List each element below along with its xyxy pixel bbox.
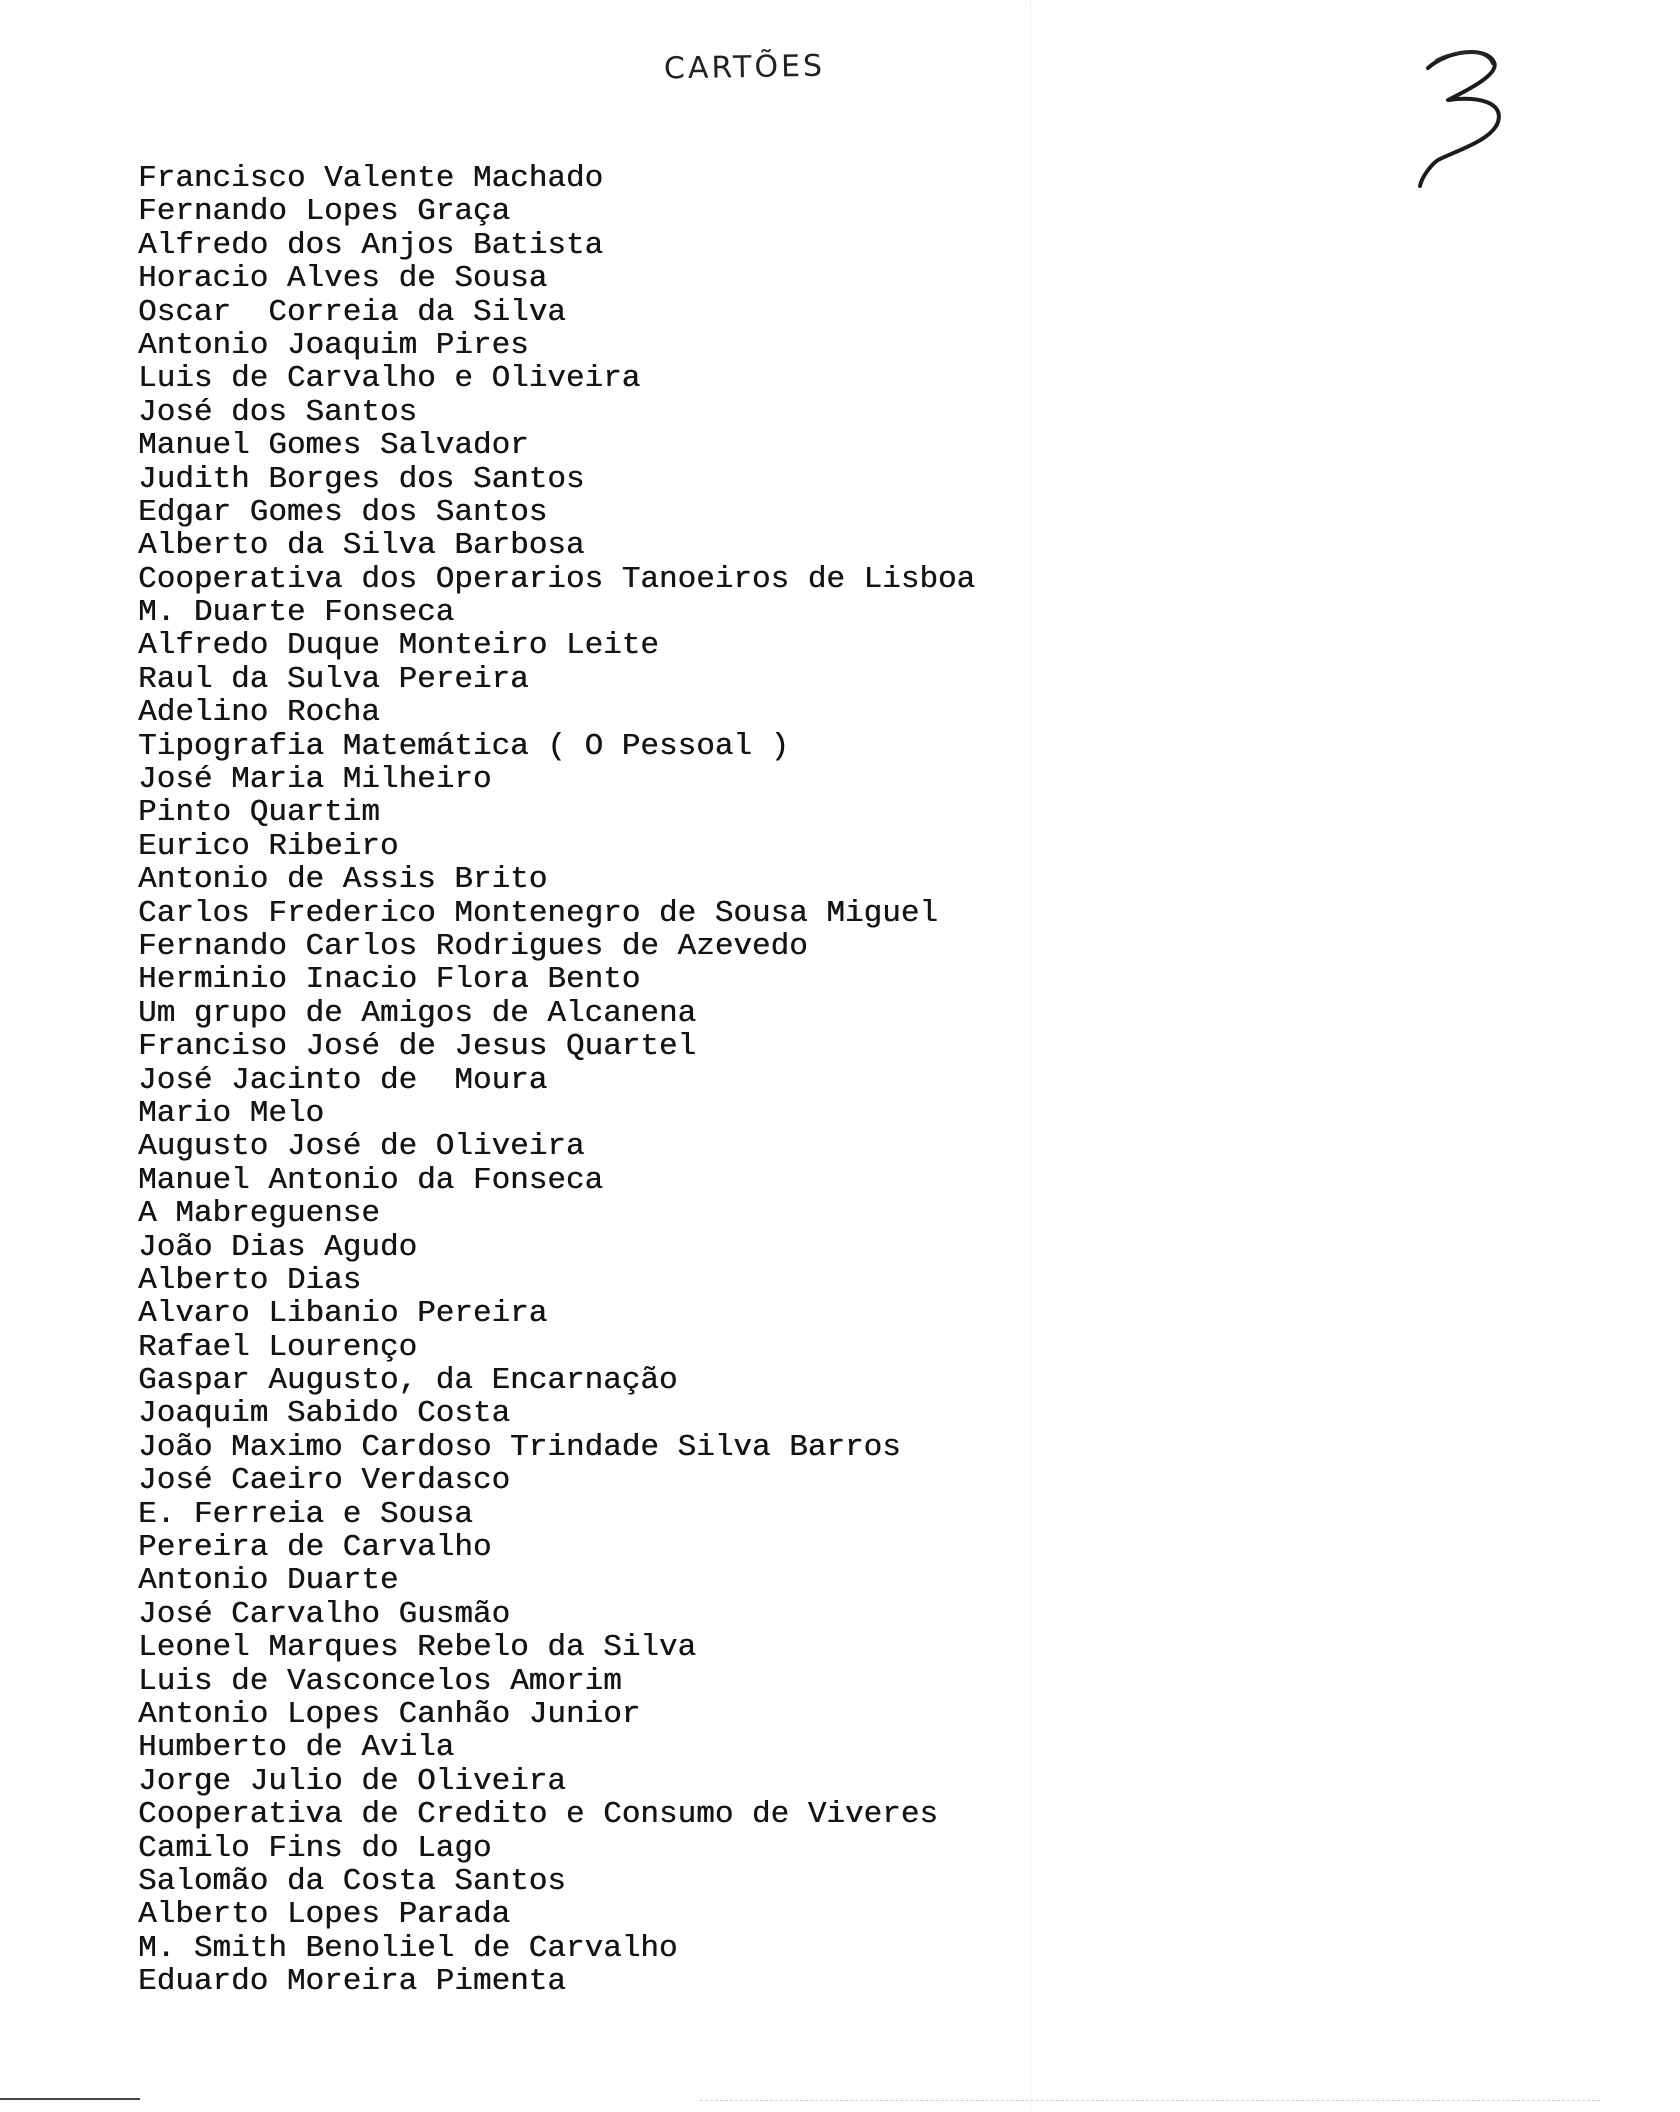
list-item: José dos Santos xyxy=(138,394,418,430)
list-item: Raul da Sulva Pereira xyxy=(138,661,529,697)
list-item: Jorge Julio de Oliveira xyxy=(138,1763,566,1799)
list-item: José Maria Milheiro xyxy=(138,762,492,798)
list-item: A Mabreguense xyxy=(138,1196,380,1232)
list-item: Gaspar Augusto, da Encarnação xyxy=(138,1363,678,1399)
list-item: Manuel Gomes Salvador xyxy=(138,428,529,464)
list-item: Cooperativa de Credito e Consumo de Viveres xyxy=(138,1797,938,1833)
list-item: Joaquim Sabido Costa xyxy=(138,1396,511,1432)
list-item: Francisco Valente Machado xyxy=(138,161,604,196)
list-item: Antonio Joaquim Pires xyxy=(138,327,529,363)
list-item: Mario Melo xyxy=(138,1095,325,1131)
list-item: Fernando Carlos Rodrigues de Azevedo xyxy=(138,928,808,964)
list-item: Herminio Inacio Flora Bento xyxy=(138,962,641,998)
scan-bottom-edge xyxy=(700,2100,1600,2102)
list-item: Augusto José de Oliveira xyxy=(138,1129,585,1165)
list-item: José Caeiro Verdasco xyxy=(138,1463,511,1499)
list-item: E. Ferreia e Sousa xyxy=(138,1496,473,1532)
list-item: Cooperativa dos Operarios Tanoeiros de Lisboa xyxy=(138,561,976,597)
list-item: Rafael Lourenço xyxy=(138,1329,418,1365)
list-item: José Carvalho Gusmão xyxy=(138,1596,511,1632)
list-item: Luis de Carvalho e Oliveira xyxy=(138,361,641,397)
list-item: João Dias Agudo xyxy=(138,1229,418,1265)
name-list xyxy=(138,162,975,1998)
list-item: M. Smith Benoliel de Carvalho xyxy=(138,1930,678,1966)
list-item: Alfredo Duque Monteiro Leite xyxy=(138,628,659,664)
list-item: José Jacinto de Moura xyxy=(138,1062,548,1098)
list-item: Alfredo dos Anjos Batista xyxy=(138,227,604,263)
list-item: Fernando Lopes Graça xyxy=(138,194,511,230)
list-item: Alvaro Libanio Pereira xyxy=(138,1296,548,1332)
list-item: Pinto Quartim xyxy=(138,795,380,831)
page-number-drawing xyxy=(1408,40,1518,190)
list-item: Alberto da Silva Barbosa xyxy=(138,528,585,564)
list-item: Antonio Lopes Canhão Junior xyxy=(138,1696,641,1732)
list-item: Eduardo Moreira Pimenta xyxy=(138,1964,566,2000)
document-heading: CARTÕES xyxy=(663,48,826,87)
list-item: Oscar Correia da Silva xyxy=(138,294,566,330)
list-item: Humberto de Avila xyxy=(138,1730,455,1766)
list-item: Judith Borges dos Santos xyxy=(138,461,585,497)
list-item: Um grupo de Amigos de Alcanena xyxy=(138,995,697,1031)
list-item: Horacio Alves de Sousa xyxy=(138,261,548,297)
list-item: Adelino Rocha xyxy=(138,695,380,731)
list-item: Alberto Lopes Parada xyxy=(138,1897,511,1933)
fold-line xyxy=(1030,0,1032,2112)
scan-edge-mark xyxy=(0,2098,140,2100)
list-item: Eurico Ribeiro xyxy=(138,828,399,864)
handwritten-page-number xyxy=(1408,40,1518,190)
list-item: Manuel Antonio da Fonseca xyxy=(138,1162,604,1198)
list-item: Tipografia Matemática ( O Pessoal ) xyxy=(138,728,790,764)
list-item: Antonio Duarte xyxy=(138,1563,399,1599)
list-item: João Maximo Cardoso Trindade Silva Barros xyxy=(138,1429,901,1465)
list-item: Leonel Marques Rebelo da Silva xyxy=(138,1630,697,1666)
list-item: Carlos Frederico Montenegro de Sousa Miguel xyxy=(138,895,938,931)
list-item: Alberto Dias xyxy=(138,1262,362,1298)
list-item: M. Duarte Fonseca xyxy=(138,595,455,631)
list-item: Franciso José de Jesus Quartel xyxy=(138,1029,697,1065)
list-item: Camilo Fins do Lago xyxy=(138,1830,492,1866)
list-item: Antonio de Assis Brito xyxy=(138,862,548,898)
list-item: Pereira de Carvalho xyxy=(138,1530,492,1566)
list-item: Luis de Vasconcelos Amorim xyxy=(138,1663,622,1699)
list-item: Salomão da Costa Santos xyxy=(138,1863,566,1899)
list-item: Edgar Gomes dos Santos xyxy=(138,494,548,530)
